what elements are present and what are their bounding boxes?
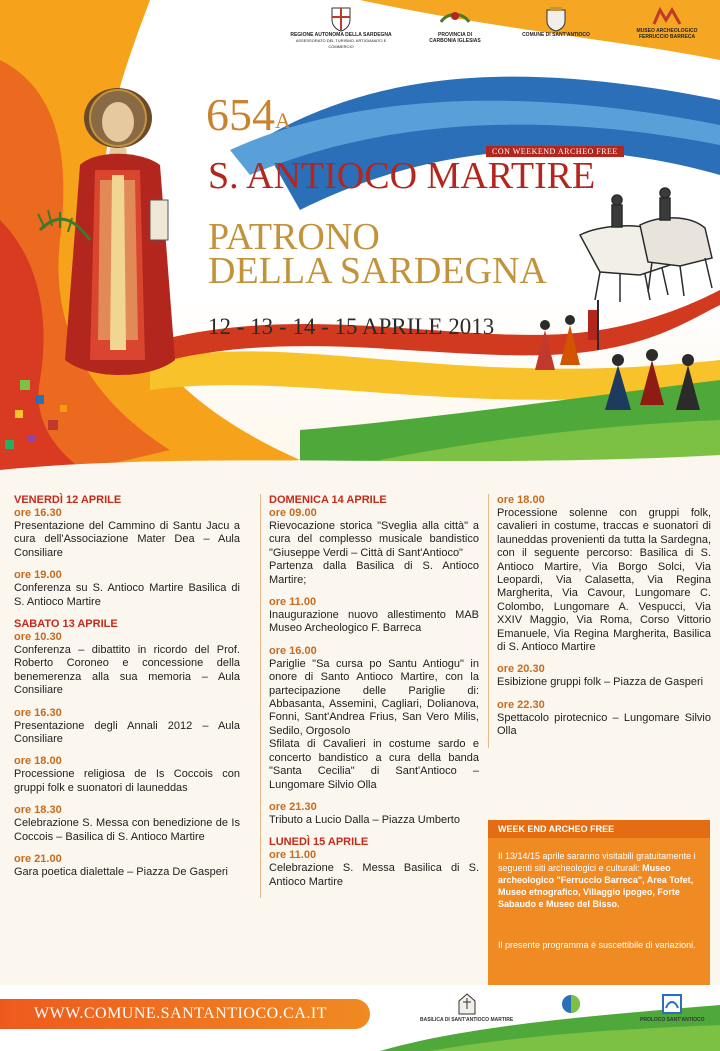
- event-description: Celebrazione S. Messa Basilica di S. Antioco Martire: [269, 862, 479, 888]
- event-dates: 12 - 13 - 14 - 15 APRILE 2013: [208, 314, 495, 339]
- horsemen-illustration: [580, 188, 712, 302]
- pro-loco-emblem-icon: [661, 993, 683, 1015]
- event-description: Presentazione degli Annali 2012 – Aula Consiliare: [14, 719, 240, 746]
- day-heading: SABATO 13 APRILE: [14, 618, 118, 631]
- regione-sublabel: ASSESSORATO DEL TURISMO, ARTIGIANATO E COMMERCIO: [295, 38, 387, 49]
- day-heading: LUNEDÌ 15 APRILE: [269, 836, 369, 849]
- archeo-text-sites: Museo archeologico "Ferruccio Barreca", Area Tofet, Museo etnografico, Villaggio ipogeo, Forte Sabaudo e Museo del Bisso.: [498, 863, 694, 909]
- program-event: [269, 801, 479, 827]
- regione-sardegna-logo: [286, 6, 396, 56]
- event-description: Conferenza su S. Antioco Martire Basilica di S. Antioco Martire: [14, 582, 240, 608]
- schedule-column-2: [260, 494, 479, 898]
- event-description: Spettacolo pirotecnico – Lungomare Silvio Olla: [497, 711, 711, 738]
- event-description-extra: Sfilata di Cavalieri in costume sardo e concerto bandistico a cura della banda "Santa Cecilia" di Sant'Antioco – Lungomare Silvio Olla: [269, 738, 479, 791]
- program-event: [269, 596, 479, 636]
- event-description: Esibizione gruppi folk – Piazza de Gasperi: [497, 676, 704, 689]
- pro-loco-label: PROLOCO SANT'ANTIOCO: [640, 1017, 705, 1023]
- program-event: [14, 804, 240, 844]
- schedule-column-3: [488, 494, 711, 748]
- event-description: Processione solenne con gruppi folk, cavalieri in costume, traccas e suonatori di launeddas provenienti da tutta la Sardegna, con il seguente percorso: Basilica di S. Antioco Martire, Via Borgo Solci, Via Leopardi, Via Calasetta, Via Regina Margherita, Via Cavour, Lungomare C. Colombo, Lungomare A. Vespucci, Via XXIV Maggio, Via Roma, Corso Vittorio Emanuele, Via Regina Margherita, Basilica di S. Antioco Martire: [497, 507, 711, 654]
- event-description: Tributo a Lucio Dalla – Piazza Umberto: [269, 813, 460, 826]
- event-time: ore 10.30: [14, 631, 62, 644]
- provincia-emblem-icon: [437, 6, 473, 32]
- program-event: [269, 645, 479, 792]
- event-description: Presentazione del Cammino di Santu Jacu a cura dell'Associazione Mater Dea – Aula Consiliare: [14, 520, 240, 559]
- program-event: [269, 507, 479, 587]
- program-event: [14, 853, 240, 879]
- museo-logo: [622, 6, 712, 56]
- website-link[interactable]: WWW.COMUNE.SANTANTIOCO.CA.IT: [34, 1005, 327, 1022]
- program-event: [497, 699, 711, 739]
- event-description: Processione religiosa de Is Coccois con gruppi folk e suonatori di launeddas: [14, 768, 240, 794]
- event-time: ore 21.30: [269, 800, 317, 813]
- museo-mark-icon: [652, 6, 682, 28]
- coat-of-arms-icon: [330, 6, 352, 32]
- basilica-label: BASILICA DI SANT'ANTIOCO MARTIRE: [420, 1017, 514, 1023]
- event-time: ore 18.00: [14, 755, 62, 768]
- pro-loco-logo: [640, 993, 705, 1023]
- round-logo: [560, 993, 582, 1015]
- program-event: [14, 707, 240, 747]
- provincia-logo: [420, 6, 490, 56]
- program-event: [497, 494, 711, 654]
- event-description: Rievocazione storica "Sveglia alla città" a cura del complesso musicale bandistico "Giuseppe Verdi – Città di Sant'Antioco": [269, 520, 479, 559]
- event-time: ore 22.30: [497, 698, 545, 711]
- event-time: ore 18.30: [14, 804, 62, 817]
- day-heading: DOMENICA 14 APRILE: [269, 494, 387, 506]
- comune-logo: [520, 6, 592, 56]
- archeo-note: Il presente programma è suscettibile di variazioni.: [498, 940, 696, 950]
- event-time: ore 16.00: [269, 644, 317, 657]
- edition-value: 654: [206, 89, 275, 140]
- event-time: ore 11.00: [269, 849, 317, 862]
- comune-crest-icon: [545, 6, 567, 32]
- subtitle-line-2: DELLA SARDEGNA: [208, 250, 547, 292]
- event-description: Conferenza – dibattito in ricordo del Prof. Roberto Coroneo e concessione della benemerenza alla sua memoria – Aula Consiliare: [14, 644, 240, 697]
- event-description: Inaugurazione nuovo allestimento MAB Museo Archeologico F. Barreca: [269, 609, 479, 635]
- regione-label: REGIONE AUTONOMA DELLA SARDEGNA: [290, 32, 392, 38]
- archeo-free-box: [488, 820, 710, 985]
- event-time: ore 19.00: [14, 569, 62, 582]
- program-event: [14, 569, 240, 609]
- provincia-label: PROVINCIA DI: [438, 32, 472, 38]
- weekend-archeo-tag: CON WEEKEND ARCHEO FREE: [486, 146, 624, 157]
- footer: [0, 985, 720, 1051]
- edition-number: [206, 89, 291, 140]
- schedule-column-1: [14, 494, 240, 889]
- event-time: ore 18.00: [497, 494, 545, 506]
- poster-header: [0, 0, 720, 490]
- program-event: [14, 507, 240, 560]
- event-description-extra: Partenza dalla Basilica di S. Antioco Martire;: [269, 560, 479, 586]
- basilica-emblem-icon: [457, 993, 477, 1015]
- program-event: [14, 755, 240, 795]
- event-time: ore 16.30: [14, 507, 62, 519]
- event-time: ore 20.30: [497, 663, 545, 676]
- event-time: ore 16.30: [14, 706, 62, 719]
- museo-label: MUSEO ARCHEOLOGICO: [636, 28, 698, 34]
- event-time: ore 11.00: [269, 596, 317, 609]
- archeo-heading: WEEK END ARCHEO FREE: [488, 820, 710, 838]
- event-description: Celebrazione S. Messa con benedizione de Is Coccois – Basilica di S. Antioco Martire: [14, 817, 240, 843]
- round-emblem-icon: [560, 993, 582, 1015]
- comune-label: COMUNE DI SANT'ANTIOCO: [522, 32, 590, 38]
- provincia-sublabel: CARBONIA IGLESIAS: [429, 38, 481, 44]
- archeo-text: [498, 850, 702, 910]
- program-event: [497, 663, 711, 689]
- event-description: Gara poetica dialettale – Piazza De Gasperi: [14, 866, 229, 879]
- program-event: [269, 849, 479, 889]
- subtitle-line-1: PATRONO: [208, 216, 380, 258]
- event-description: Pariglie "Sa cursa po Santu Antiogu" in onore di Santo Antioco Martire, con la partecipazione delle Pariglie di: Abbasanta, Assemini, Cagliari, Dolianova, Fonni, Sant'Andrea Frius, San Vero Milis, Sedilo, Orgosolo: [269, 657, 479, 737]
- program-event: [14, 631, 240, 698]
- basilica-logo: [420, 993, 513, 1023]
- main-title: S. ANTIOCO MARTIRE: [208, 155, 596, 197]
- event-time: ore 21.00: [14, 853, 62, 866]
- event-time: ore 09.00: [269, 507, 317, 519]
- day-heading: VENERDÌ 12 APRILE: [14, 494, 122, 506]
- edition-superscript: A: [275, 108, 291, 133]
- archeo-text-plain: Il 13/14/15 aprile saranno visitabili gratuitamente i seguenti siti archeologici e culturali:: [498, 851, 696, 873]
- museo-sublabel: FERRUCCIO BARRECA: [638, 34, 696, 40]
